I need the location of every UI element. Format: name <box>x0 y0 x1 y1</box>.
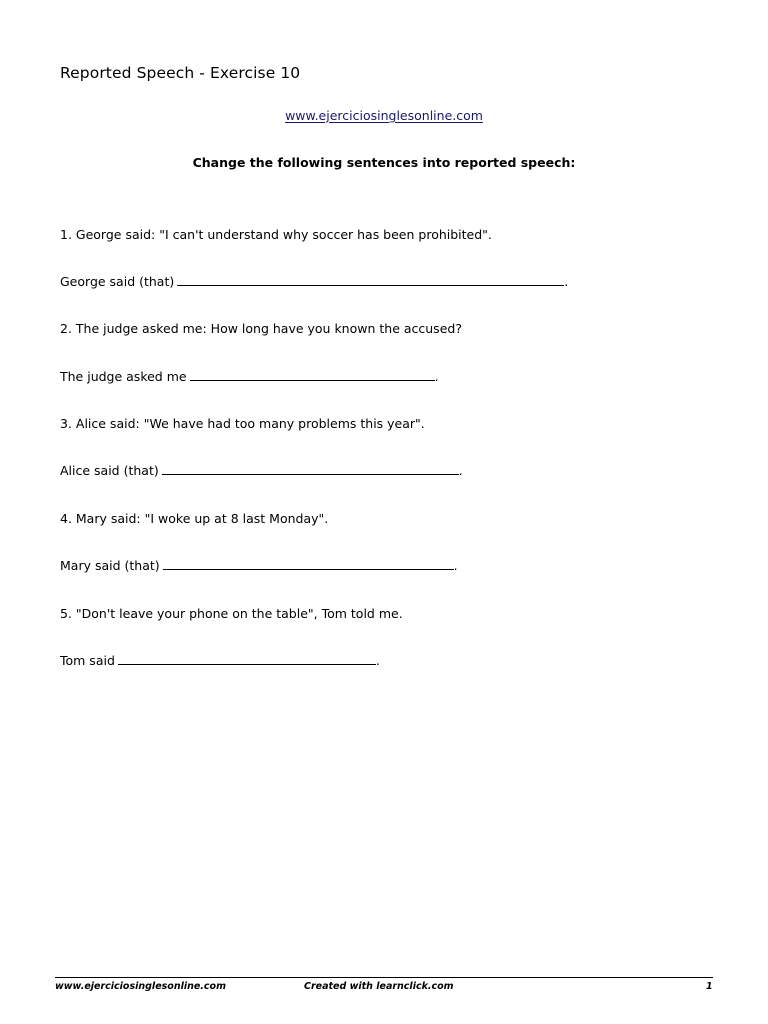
answer-line-3 <box>60 463 463 478</box>
site-link <box>0 108 768 123</box>
answer-line-2 <box>60 369 439 384</box>
answer-line-5 <box>60 653 380 668</box>
answer-blank-2[interactable] <box>190 369 435 381</box>
answer-end-1: . <box>564 274 569 289</box>
answer-end-2: . <box>434 369 439 384</box>
answer-line-4 <box>60 558 458 573</box>
answer-stem-1: George said (that) <box>60 274 175 289</box>
instruction-text: Change the following sentences into reported speech: <box>192 155 576 170</box>
question-prompt-4: 4. Mary said: "I woke up at 8 last Monday". <box>60 511 329 526</box>
footer-page-number: 1 <box>706 981 713 992</box>
question-prompt-3: 3. Alice said: "We have had too many problems this year". <box>60 416 425 431</box>
answer-end-5: . <box>375 653 380 668</box>
answer-blank-1[interactable] <box>177 274 564 286</box>
site-link-text[interactable]: www.ejerciciosinglesonline.com <box>285 108 483 123</box>
answer-stem-5: Tom said <box>60 653 115 668</box>
footer-created-with: Created with learnclick.com <box>304 981 454 992</box>
question-prompt-1: 1. George said: "I can't understand why soccer has been prohibited". <box>60 227 492 242</box>
question-prompt-2: 2. The judge asked me: How long have you known the accused? <box>60 321 462 336</box>
question-prompt-5: 5. "Don't leave your phone on the table", Tom told me. <box>60 606 403 621</box>
answer-stem-2: The judge asked me <box>60 369 187 384</box>
footer-site: www.ejerciciosinglesonline.com <box>55 981 226 992</box>
answer-stem-4: Mary said (that) <box>60 558 160 573</box>
answer-stem-3: Alice said (that) <box>60 463 159 478</box>
answer-end-4: . <box>453 558 458 573</box>
answer-blank-3[interactable] <box>162 463 459 475</box>
answer-blank-5[interactable] <box>118 653 376 665</box>
worksheet-title: Reported Speech - Exercise 10 <box>60 64 301 82</box>
answer-end-3: . <box>458 463 463 478</box>
footer-divider <box>55 977 713 978</box>
answer-blank-4[interactable] <box>163 558 454 570</box>
answer-line-1 <box>60 274 568 289</box>
